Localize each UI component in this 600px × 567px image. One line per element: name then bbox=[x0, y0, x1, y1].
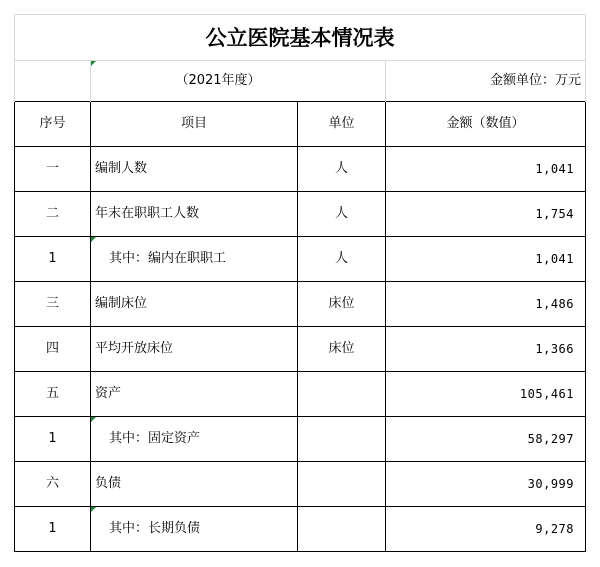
row-item[interactable]: 年末在职职工人数 bbox=[91, 192, 298, 237]
row-item-label: 其中：编内在职职工 bbox=[109, 251, 227, 266]
row-no[interactable]: 五 bbox=[15, 372, 91, 417]
row-amount[interactable]: 9,278 bbox=[386, 507, 586, 552]
row-amount[interactable]: 30,999 bbox=[386, 462, 586, 507]
header-row bbox=[15, 102, 586, 147]
cell-note-marker bbox=[91, 237, 96, 242]
table-row bbox=[15, 417, 586, 462]
row-unit[interactable]: 床位 bbox=[298, 327, 386, 372]
table-row bbox=[15, 372, 586, 417]
row-unit[interactable]: 人 bbox=[298, 237, 386, 282]
row-item[interactable] bbox=[91, 507, 298, 552]
row-item[interactable] bbox=[91, 237, 298, 282]
table-row bbox=[15, 282, 586, 327]
header-amount[interactable]: 金额（数值） bbox=[386, 102, 586, 147]
row-unit[interactable] bbox=[298, 507, 386, 552]
row-no[interactable]: 六 bbox=[15, 462, 91, 507]
row-amount[interactable]: 58,297 bbox=[386, 417, 586, 462]
cell-note-marker bbox=[91, 61, 96, 66]
row-no[interactable]: 二 bbox=[15, 192, 91, 237]
subtitle-row bbox=[15, 61, 586, 102]
row-no[interactable]: 一 bbox=[15, 147, 91, 192]
table-row bbox=[15, 462, 586, 507]
row-unit[interactable]: 床位 bbox=[298, 282, 386, 327]
header-no[interactable]: 序号 bbox=[15, 102, 91, 147]
cell-note-marker bbox=[91, 507, 96, 512]
row-amount[interactable]: 1,486 bbox=[386, 282, 586, 327]
row-no[interactable]: 1 bbox=[15, 417, 91, 462]
table-title[interactable]: 公立医院基本情况表 bbox=[15, 15, 586, 61]
header-unit[interactable]: 单位 bbox=[298, 102, 386, 147]
row-item-label: 其中：长期负债 bbox=[109, 521, 201, 536]
table-row bbox=[15, 237, 586, 282]
row-item-label: 其中：固定资产 bbox=[109, 431, 201, 446]
hospital-info-table bbox=[14, 14, 586, 552]
row-amount[interactable]: 1,041 bbox=[386, 237, 586, 282]
row-item[interactable]: 资产 bbox=[91, 372, 298, 417]
row-amount[interactable]: 1,754 bbox=[386, 192, 586, 237]
row-no[interactable]: 四 bbox=[15, 327, 91, 372]
row-amount[interactable]: 1,366 bbox=[386, 327, 586, 372]
row-unit[interactable]: 人 bbox=[298, 147, 386, 192]
row-amount[interactable]: 1,041 bbox=[386, 147, 586, 192]
unit-note-cell[interactable]: 金额单位：万元 bbox=[386, 61, 586, 102]
row-unit[interactable] bbox=[298, 417, 386, 462]
row-item[interactable]: 编制人数 bbox=[91, 147, 298, 192]
row-no[interactable]: 1 bbox=[15, 237, 91, 282]
year-cell[interactable] bbox=[91, 61, 386, 102]
row-amount[interactable]: 105,461 bbox=[386, 372, 586, 417]
table-row bbox=[15, 327, 586, 372]
table-row bbox=[15, 192, 586, 237]
row-unit[interactable] bbox=[298, 462, 386, 507]
table-row bbox=[15, 507, 586, 552]
title-row bbox=[15, 15, 586, 61]
row-item[interactable]: 负债 bbox=[91, 462, 298, 507]
row-unit[interactable] bbox=[298, 372, 386, 417]
year-label: （2021年度） bbox=[175, 73, 261, 88]
row-item[interactable]: 编制床位 bbox=[91, 282, 298, 327]
row-unit[interactable]: 人 bbox=[298, 192, 386, 237]
row-item[interactable] bbox=[91, 417, 298, 462]
cell-note-marker bbox=[91, 417, 96, 422]
header-item[interactable]: 项目 bbox=[91, 102, 298, 147]
row-no[interactable]: 1 bbox=[15, 507, 91, 552]
row-no[interactable]: 三 bbox=[15, 282, 91, 327]
table-row bbox=[15, 147, 586, 192]
empty-cell[interactable] bbox=[15, 61, 91, 102]
row-item[interactable]: 平均开放床位 bbox=[91, 327, 298, 372]
